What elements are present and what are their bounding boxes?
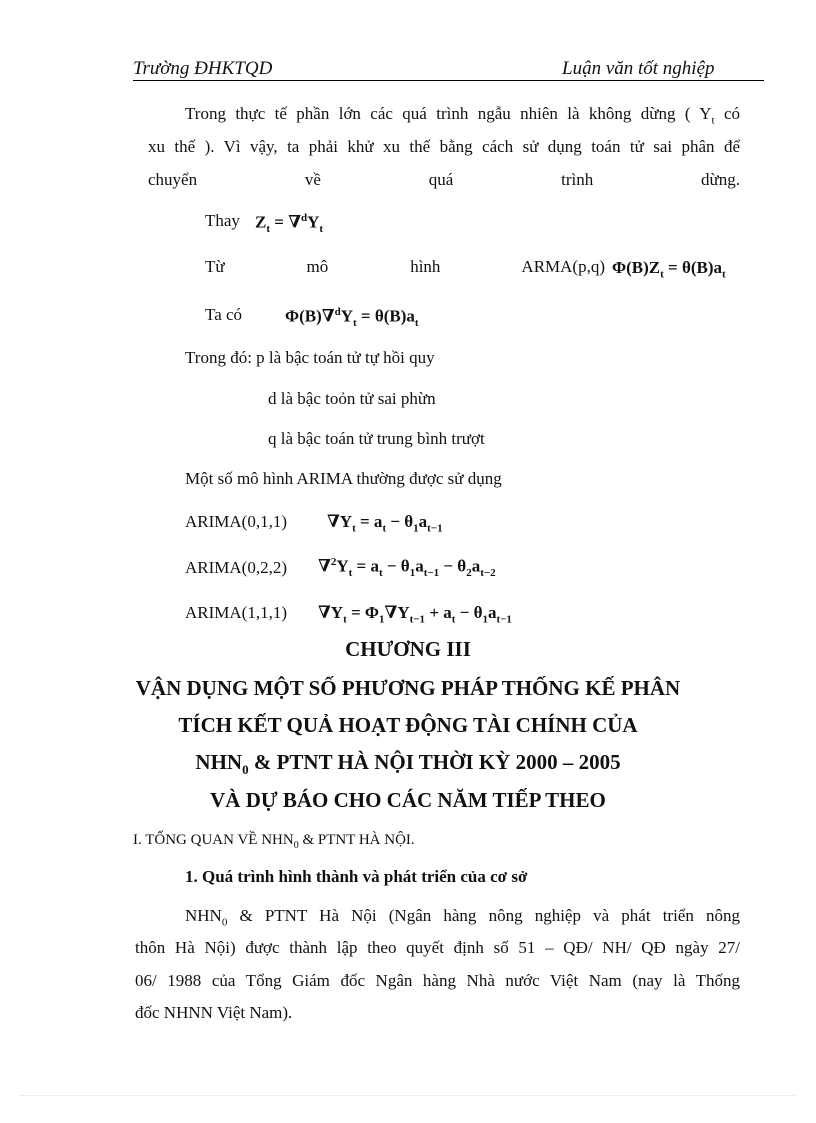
header-school: Trường ĐHKTQD — [133, 58, 273, 79]
we-have-label: Ta có — [205, 305, 243, 324]
from-model-label: Từ mô hình ARMA(p,q) — [205, 257, 605, 276]
where-d: d là bậc toỏn tử sai phừn — [268, 389, 436, 408]
page-bottom-rule — [20, 1095, 796, 1096]
model-formula: $\nabla Y_t = a_t - \theta_1a_{t-1}$ — [327, 512, 443, 535]
intro-line-3: chuyển về quá trình dừng. — [148, 170, 740, 189]
where-p: Trong đó: p là bậc toán tử tự hồi quy — [185, 348, 435, 367]
models-intro: Một số mô hình ARIMA thường được sử dụng — [185, 469, 502, 488]
model-label: ARIMA(0,2,2) — [185, 558, 287, 577]
intro-line-2: xu thế ). Vì vậy, ta phải khử xu thế bằng cách sử dụng toán tử sai phân để — [148, 137, 740, 156]
chapter-title-line-3: $NHN_0$ & PTNT HÀ NỘI THỜI KỲ 2000 – 2005 — [195, 750, 621, 778]
body-line-1: $NHN_0$ & PTNT Hà Nội (Ngân hàng nông nghiệp và phát triển nông — [185, 906, 740, 929]
model-formula: $\nabla Y_t = \Phi_1\nabla Y_{t-1} + a_t - \theta_1a_{t-1}$ — [318, 603, 512, 626]
body-line-4: đốc NHNN Việt Nam). — [135, 1003, 293, 1022]
chapter-title-line-4: VÀ DỰ BÁO CHO CÁC NĂM TIẾP THEO — [210, 788, 606, 812]
subst-label: Thay — [205, 211, 240, 230]
model-formula: $\nabla^2Y_t = a_t - \theta_1a_{t-1} - \theta_2a_{t-2}$ — [318, 556, 496, 580]
arima-formula: $\Phi(B)\nabla^dY_t = \theta(B)a_t$ — [285, 306, 419, 330]
intro-line-1: Trong thực tế phần lớn các quá trình ngẫu nhiên là không dừng ( $Y_t$ có — [185, 104, 740, 127]
subst-formula: $Z_t = \nabla^dY_t$ — [255, 212, 324, 236]
body-line-2: thôn Hà Nội) được thành lập theo quyết định số 51 – QĐ/ NH/ QĐ ngày 27/ — [135, 938, 740, 957]
body-line-3: 06/ 1988 của Tổng Giám đốc Ngân hàng Nhà nước Việt Nam (nay là Thống — [135, 971, 740, 990]
section-heading: I. TỔNG QUAN VỀ $NHN_0$ & PTNT HÀ NỘI. — [133, 832, 415, 851]
where-q: q là bậc toán tử trung bình trượt — [268, 429, 485, 448]
subsection-heading: 1. Quá trình hình thành và phát triển của cơ sở — [185, 867, 528, 886]
arma-formula: $\Phi(B)Z_t = \theta(B)a_t$ — [612, 258, 726, 281]
chapter-number: CHƯƠNG III — [345, 637, 471, 661]
header-doc-type: Luận văn tốt nghiệp — [562, 58, 715, 79]
model-label: ARIMA(1,1,1) — [185, 603, 287, 622]
header-rule — [133, 80, 764, 81]
chapter-title-line-2: TÍCH KẾT QUẢ HOẠT ĐỘNG TÀI CHÍNH CỦA — [178, 713, 638, 737]
model-label: ARIMA(0,1,1) — [185, 512, 287, 531]
chapter-title-line-1: VẬN DỤNG MỘT SỐ PHƯƠNG PHÁP THỐNG KẾ PHÂN — [135, 676, 681, 700]
